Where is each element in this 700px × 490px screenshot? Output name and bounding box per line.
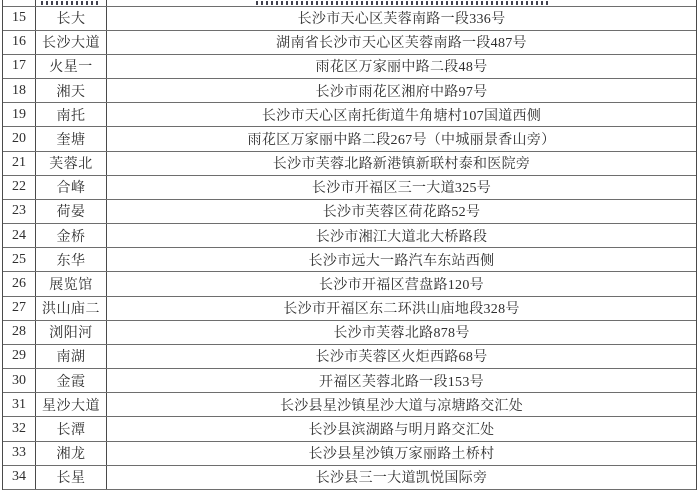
- station-name-cell: 金霞: [36, 369, 107, 392]
- station-name-cell: 湘龙: [36, 442, 107, 465]
- table-row: [3, 297, 696, 321]
- row-number-cell: 31: [3, 393, 36, 416]
- address-cell: 长沙市开福区营盘路120号: [319, 277, 484, 293]
- table-row: [3, 152, 696, 176]
- station-name-cell: 芙蓉北: [36, 152, 107, 175]
- table-row: [3, 103, 696, 127]
- station-name-cell: 浏阳河: [36, 321, 107, 344]
- station-name-cell: 长潭: [36, 417, 107, 440]
- row-number-cell: [3, 0, 36, 6]
- table-row: [3, 272, 696, 296]
- address-cell: 长沙市芙蓉北路878号: [333, 326, 470, 342]
- table-row: [3, 417, 696, 441]
- address-cell: 长沙市天心区芙蓉南路一段336号: [297, 12, 506, 28]
- table-row: [3, 31, 696, 55]
- table-row: [3, 127, 696, 151]
- row-number-cell: 23: [3, 200, 36, 223]
- address-cell: 长沙县星沙镇万家丽路土桥村: [308, 447, 495, 463]
- table-row: [3, 345, 696, 369]
- table-row: [3, 7, 696, 31]
- partial-row-number: [12, 0, 26, 6]
- row-number-cell: 24: [3, 224, 36, 247]
- station-name-cell: 长大: [36, 7, 107, 30]
- clipped-text-fragment: [256, 1, 548, 5]
- table-row: [3, 79, 696, 103]
- address-cell: 长沙市芙蓉区荷花路52号: [322, 205, 481, 221]
- table-row: [3, 321, 696, 345]
- station-name-cell: 展览馆: [36, 272, 107, 295]
- row-number-cell: 17: [3, 55, 36, 78]
- station-name-cell: 奎塘: [36, 127, 107, 150]
- row-number-cell: 22: [3, 176, 36, 199]
- row-number-cell: 25: [3, 248, 36, 271]
- row-number-cell: 19: [3, 103, 36, 126]
- table-row: [3, 55, 696, 79]
- station-name-cell: 长星: [36, 466, 107, 489]
- address-cell: 长沙市开福区东二环洪山庙地段328号: [283, 302, 520, 318]
- station-name-cell: 星沙大道: [36, 393, 107, 416]
- table-row: [3, 176, 696, 200]
- table-row: [3, 224, 696, 248]
- row-number-cell: 26: [3, 272, 36, 295]
- station-name-cell: 火星一: [36, 55, 107, 78]
- address-cell: 长沙县三一大道凯悦国际旁: [315, 471, 488, 487]
- station-name-cell: 东华: [36, 248, 107, 271]
- address-cell: 长沙市天心区南托街道牛角塘村107国道西侧: [261, 108, 542, 124]
- row-number-cell: 15: [3, 7, 36, 30]
- row-number-cell: 29: [3, 345, 36, 368]
- station-name-cell: 合峰: [36, 176, 107, 199]
- station-name-cell: [36, 0, 107, 6]
- row-number-cell: 16: [3, 31, 36, 54]
- row-number-cell: 30: [3, 369, 36, 392]
- row-number-cell: 20: [3, 127, 36, 150]
- table-row: [3, 248, 696, 272]
- row-number-cell: 28: [3, 321, 36, 344]
- stations-table: [2, 0, 697, 490]
- station-name-cell: 南湖: [36, 345, 107, 368]
- table-rows: [3, 7, 696, 490]
- station-name-cell: 洪山庙二: [36, 297, 107, 320]
- table-row: [3, 393, 696, 417]
- address-cell: 长沙市芙蓉区火炬西路68号: [315, 350, 488, 366]
- row-number-cell: 27: [3, 297, 36, 320]
- address-cell: 长沙县滨湖路与明月路交汇处: [308, 423, 495, 438]
- address-cell: 长沙市开福区三一大道325号: [311, 181, 492, 197]
- address-cell: 长沙市芙蓉北路新港镇新联村泰和医院旁: [272, 157, 531, 173]
- address-cell: [107, 0, 696, 6]
- address-cell: 长沙县星沙镇星沙大道与凉塘路交汇处: [279, 398, 524, 414]
- table-row: [3, 442, 696, 466]
- address-cell: 长沙市雨花区湘府中路97号: [315, 84, 488, 100]
- row-number-cell: 32: [3, 417, 36, 440]
- table-row: [3, 200, 696, 224]
- table-row: [3, 466, 696, 490]
- station-name-cell: 金桥: [36, 224, 107, 247]
- row-number-cell: 21: [3, 152, 36, 175]
- station-name-cell: 湘天: [36, 79, 107, 102]
- station-name-cell: 荷晏: [36, 200, 107, 223]
- address-cell: 长沙市湘江大道北大桥路段: [315, 229, 488, 245]
- row-number-cell: 33: [3, 442, 36, 465]
- address-cell: 雨花区万家丽中路二段48号: [315, 60, 488, 76]
- address-cell: 开福区芙蓉北路一段153号: [319, 374, 484, 390]
- address-cell: 长沙市远大一路汽车东站西侧: [308, 253, 495, 269]
- station-name-cell: 南托: [36, 103, 107, 126]
- clipped-text-fragment: [41, 1, 101, 5]
- address-cell: 雨花区万家丽中路二段267号（中城丽景香山旁）: [247, 132, 556, 148]
- table-row: [3, 369, 696, 393]
- row-number-cell: 34: [3, 466, 36, 489]
- station-name-cell: 长沙大道: [36, 31, 107, 54]
- address-cell: 湖南省长沙市天心区芙蓉南路一段487号: [276, 36, 527, 52]
- row-number-cell: 18: [3, 79, 36, 102]
